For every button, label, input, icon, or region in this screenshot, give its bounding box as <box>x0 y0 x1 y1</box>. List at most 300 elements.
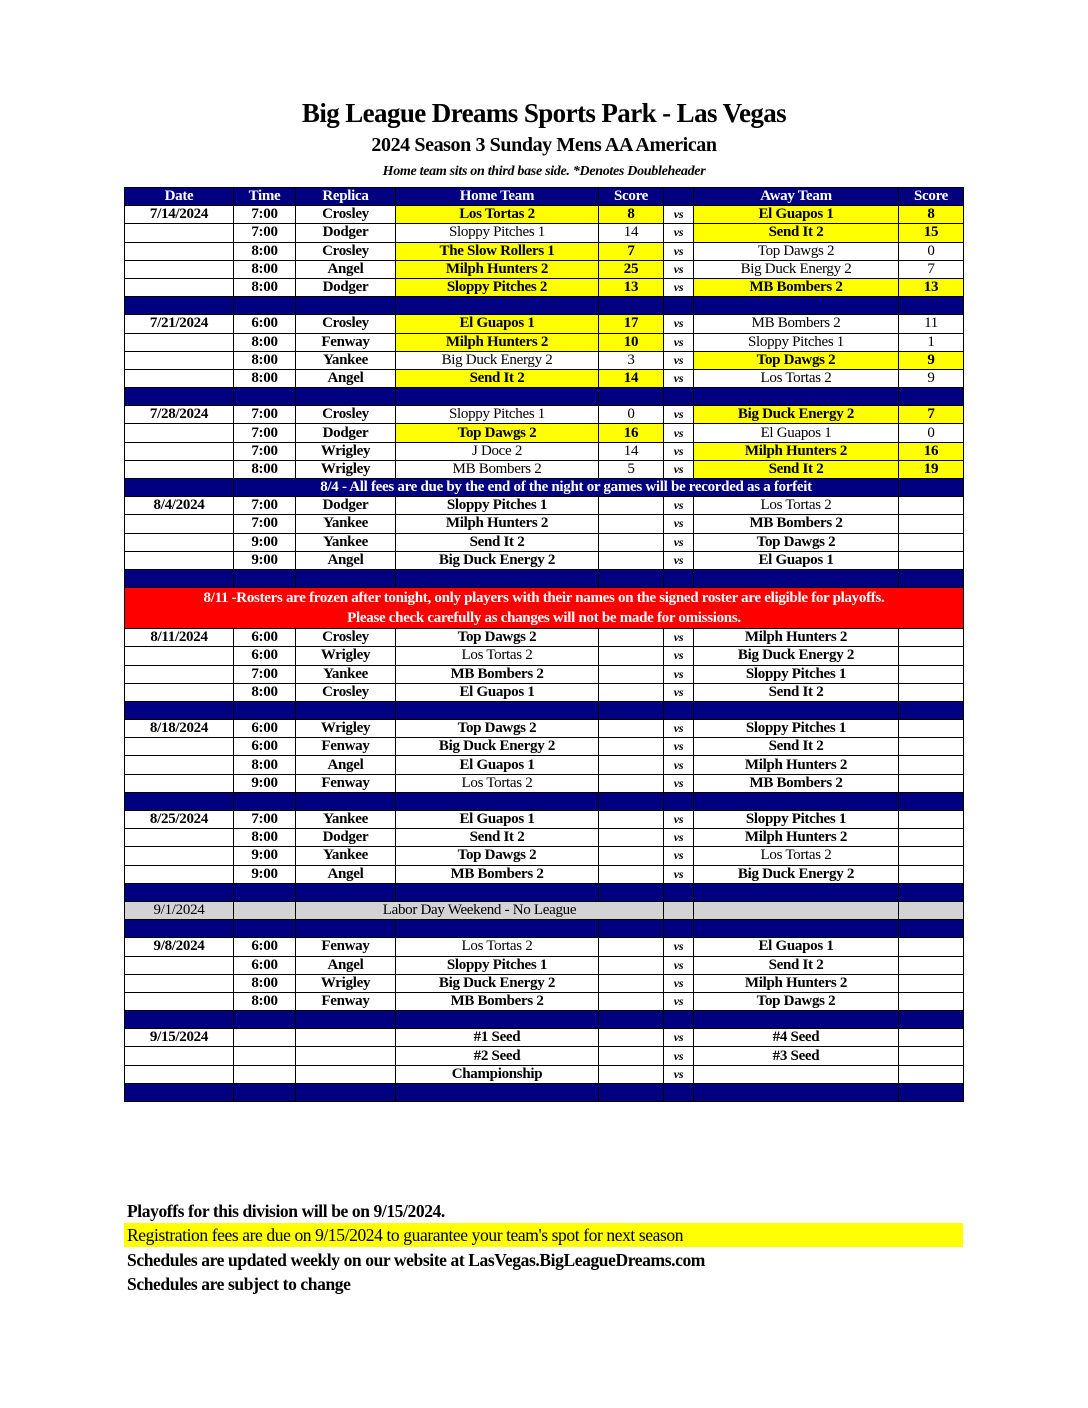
vs-label: vs <box>664 315 694 333</box>
away-score <box>899 1065 964 1083</box>
away-team: Milph Hunters 2 <box>694 829 899 847</box>
spacer-cell <box>234 388 296 406</box>
spacer-cell <box>125 1083 234 1101</box>
holiday-row <box>125 901 964 919</box>
away-score <box>899 738 964 756</box>
home-team: Los Tortas 2 <box>396 774 599 792</box>
away-team: MB Bombers 2 <box>694 315 899 333</box>
game-date <box>125 460 234 478</box>
home-team: Los Tortas 2 <box>396 938 599 956</box>
game-time: 9:00 <box>234 847 296 865</box>
header-home-score: Score <box>599 188 664 206</box>
away-score <box>899 774 964 792</box>
game-date <box>125 647 234 665</box>
game-date <box>125 774 234 792</box>
game-date <box>125 242 234 260</box>
game-field: Wrigley <box>296 974 396 992</box>
game-row <box>125 260 964 278</box>
away-score: 11 <box>899 315 964 333</box>
spacer-cell <box>125 388 234 406</box>
spacer-cell <box>694 1011 899 1029</box>
game-time: 8:00 <box>234 369 296 387</box>
game-field: Yankee <box>296 811 396 829</box>
game-time: 7:00 <box>234 206 296 224</box>
vs-label: vs <box>664 424 694 442</box>
header-date: Date <box>125 188 234 206</box>
away-team: Milph Hunters 2 <box>694 442 899 460</box>
game-date: 7/14/2024 <box>125 206 234 224</box>
spacer-cell <box>599 388 664 406</box>
home-team: Sloppy Pitches 1 <box>396 956 599 974</box>
away-score <box>899 551 964 569</box>
spacer-cell <box>234 297 296 315</box>
home-team: Milph Hunters 2 <box>396 515 599 533</box>
game-row <box>125 720 964 738</box>
vs-label: vs <box>664 278 694 296</box>
home-team: El Guapos 1 <box>396 683 599 701</box>
game-field: Fenway <box>296 738 396 756</box>
game-field: Wrigley <box>296 460 396 478</box>
fees-notice-row <box>125 479 964 497</box>
away-team: Milph Hunters 2 <box>694 974 899 992</box>
header-vs <box>664 188 694 206</box>
game-time: 8:00 <box>234 460 296 478</box>
notice-text: 8/4 - All fees are due by the end of the night or games will be recorded as a forfeit <box>234 479 899 497</box>
game-row <box>125 278 964 296</box>
game-date <box>125 865 234 883</box>
header-away-score: Score <box>899 188 964 206</box>
vs-label: vs <box>664 847 694 865</box>
away-score: 7 <box>899 406 964 424</box>
page-title: Big League Dreams Sports Park - Las Vegas <box>301 98 787 128</box>
home-team: The Slow Rollers 1 <box>396 242 599 260</box>
spacer-cell <box>125 569 234 587</box>
game-date <box>125 224 234 242</box>
game-row <box>125 938 964 956</box>
game-field: Crosley <box>296 406 396 424</box>
away-score: 0 <box>899 242 964 260</box>
away-score: 9 <box>899 351 964 369</box>
game-date <box>125 551 234 569</box>
game-date: 9/1/2024 <box>125 901 234 919</box>
vs-label: vs <box>664 369 694 387</box>
home-team: Send It 2 <box>396 369 599 387</box>
game-row <box>125 315 964 333</box>
spacer-cell <box>396 1083 599 1101</box>
away-score <box>899 865 964 883</box>
spacer-cell <box>296 701 396 719</box>
game-time: 7:00 <box>234 515 296 533</box>
game-date: 7/28/2024 <box>125 406 234 424</box>
spacer-cell <box>599 920 664 938</box>
vs-label: vs <box>664 665 694 683</box>
away-score <box>899 515 964 533</box>
spacer-cell <box>664 701 694 719</box>
vs-label: vs <box>664 992 694 1010</box>
away-score: 19 <box>899 460 964 478</box>
game-time: 9:00 <box>234 551 296 569</box>
game-row <box>125 738 964 756</box>
away-score <box>899 720 964 738</box>
spacer-cell <box>899 920 964 938</box>
home-score: 7 <box>599 242 664 260</box>
away-score <box>899 647 964 665</box>
header-time: Time <box>234 188 296 206</box>
home-score <box>599 1029 664 1047</box>
spacer-row <box>125 701 964 719</box>
spacer-cell <box>296 569 396 587</box>
spacer-cell <box>396 388 599 406</box>
spacer-cell <box>899 701 964 719</box>
game-field: Dodger <box>296 278 396 296</box>
game-date: 8/4/2024 <box>125 497 234 515</box>
game-date: 7/21/2024 <box>125 315 234 333</box>
spacer-cell <box>125 1011 234 1029</box>
game-time: 8:00 <box>234 829 296 847</box>
home-score <box>599 720 664 738</box>
spacer-row <box>125 792 964 810</box>
home-score <box>599 847 664 865</box>
alert-line-1: 8/11 -Rosters are frozen after tonight, only players with their names on the signed roster are eligible for playoffs. <box>203 590 885 607</box>
away-team: Los Tortas 2 <box>694 497 899 515</box>
game-row <box>125 460 964 478</box>
home-team: Big Duck Energy 2 <box>396 974 599 992</box>
home-team: Top Dawgs 2 <box>396 720 599 738</box>
game-date: 9/15/2024 <box>125 1029 234 1047</box>
spacer-cell <box>664 920 694 938</box>
game-field: Wrigley <box>296 647 396 665</box>
game-date <box>125 829 234 847</box>
game-row <box>125 774 964 792</box>
home-score: 14 <box>599 442 664 460</box>
spacer-cell <box>664 388 694 406</box>
game-date <box>125 683 234 701</box>
spacer-cell <box>599 569 664 587</box>
away-score: 9 <box>899 369 964 387</box>
game-row <box>125 533 964 551</box>
spacer-cell <box>694 569 899 587</box>
game-time: 7:00 <box>234 424 296 442</box>
home-score <box>599 533 664 551</box>
game-time: 7:00 <box>234 665 296 683</box>
game-row <box>125 224 964 242</box>
home-team: El Guapos 1 <box>396 315 599 333</box>
vs-label: vs <box>664 865 694 883</box>
spacer-cell <box>899 1011 964 1029</box>
blank-cell <box>694 901 899 919</box>
spacer-cell <box>664 883 694 901</box>
away-score <box>899 533 964 551</box>
game-date <box>125 756 234 774</box>
away-score <box>899 497 964 515</box>
game-field: Angel <box>296 756 396 774</box>
home-team: Sloppy Pitches 1 <box>396 406 599 424</box>
home-team: Send It 2 <box>396 829 599 847</box>
game-row <box>125 756 964 774</box>
away-team: Big Duck Energy 2 <box>694 647 899 665</box>
game-date <box>125 278 234 296</box>
blank-cell <box>664 901 694 919</box>
game-date <box>125 533 234 551</box>
game-field: Dodger <box>296 424 396 442</box>
game-time: 9:00 <box>234 865 296 883</box>
home-team: El Guapos 1 <box>396 811 599 829</box>
game-time: 6:00 <box>234 647 296 665</box>
game-time: 6:00 <box>234 315 296 333</box>
home-score <box>599 974 664 992</box>
vs-label: vs <box>664 497 694 515</box>
away-team: Send It 2 <box>694 683 899 701</box>
away-team: MB Bombers 2 <box>694 278 899 296</box>
away-team: Top Dawgs 2 <box>694 992 899 1010</box>
spacer-cell <box>599 297 664 315</box>
game-date <box>125 1047 234 1065</box>
home-score: 16 <box>599 424 664 442</box>
spacer-cell <box>899 297 964 315</box>
home-team: #1 Seed <box>396 1029 599 1047</box>
spacer-cell <box>664 1011 694 1029</box>
game-field: Angel <box>296 865 396 883</box>
game-field: Wrigley <box>296 442 396 460</box>
vs-label: vs <box>664 242 694 260</box>
alert-line-2: Please check carefully as changes will not be made for omissions. <box>347 610 741 627</box>
game-row <box>125 1047 964 1065</box>
game-time: 8:00 <box>234 974 296 992</box>
away-score: 15 <box>899 224 964 242</box>
vs-label: vs <box>664 629 694 647</box>
spacer-row <box>125 1011 964 1029</box>
game-field: Crosley <box>296 315 396 333</box>
home-score <box>599 683 664 701</box>
game-date <box>125 847 234 865</box>
vs-label: vs <box>664 224 694 242</box>
game-date: 8/25/2024 <box>125 811 234 829</box>
vs-label: vs <box>664 956 694 974</box>
registration-note: Registration fees are due on 9/15/2024 to guarantee your team's spot for next season <box>124 1223 963 1247</box>
game-date <box>125 369 234 387</box>
home-team: MB Bombers 2 <box>396 865 599 883</box>
away-team: Top Dawgs 2 <box>694 351 899 369</box>
spacer-cell <box>234 920 296 938</box>
game-date <box>125 442 234 460</box>
away-score <box>899 956 964 974</box>
game-field: Angel <box>296 551 396 569</box>
game-date: 8/18/2024 <box>125 720 234 738</box>
away-team: Top Dawgs 2 <box>694 242 899 260</box>
table-header-row <box>125 188 964 206</box>
notice-blank <box>125 479 234 497</box>
playoffs-note: Playoffs for this division will be on 9/15/2024. <box>127 1201 445 1221</box>
game-field: Angel <box>296 369 396 387</box>
away-score <box>899 938 964 956</box>
away-score <box>899 811 964 829</box>
game-row <box>125 865 964 883</box>
game-time: 6:00 <box>234 956 296 974</box>
spacer-cell <box>694 297 899 315</box>
game-field: Crosley <box>296 629 396 647</box>
vs-label: vs <box>664 811 694 829</box>
away-score: 8 <box>899 206 964 224</box>
vs-label: vs <box>664 974 694 992</box>
home-score <box>599 738 664 756</box>
game-time: 7:00 <box>234 442 296 460</box>
game-date <box>125 333 234 351</box>
vs-label: vs <box>664 938 694 956</box>
home-score <box>599 665 664 683</box>
home-team: Big Duck Energy 2 <box>396 351 599 369</box>
spacer-row <box>125 1083 964 1101</box>
game-field: Yankee <box>296 533 396 551</box>
holiday-text: Labor Day Weekend - No League <box>296 901 664 919</box>
website-note: Schedules are updated weekly on our website at LasVegas.BigLeagueDreams.com <box>127 1250 705 1270</box>
away-score: 16 <box>899 442 964 460</box>
home-score: 8 <box>599 206 664 224</box>
game-field: Dodger <box>296 224 396 242</box>
spacer-cell <box>396 297 599 315</box>
spacer-cell <box>694 701 899 719</box>
game-field: Yankee <box>296 515 396 533</box>
home-score <box>599 992 664 1010</box>
away-team: Big Duck Energy 2 <box>694 406 899 424</box>
game-time: 7:00 <box>234 406 296 424</box>
game-time <box>234 1065 296 1083</box>
game-time: 7:00 <box>234 497 296 515</box>
game-field <box>296 1029 396 1047</box>
spacer-cell <box>125 920 234 938</box>
away-team: Milph Hunters 2 <box>694 629 899 647</box>
home-score <box>599 1047 664 1065</box>
home-team: Los Tortas 2 <box>396 647 599 665</box>
game-row <box>125 683 964 701</box>
spacer-cell <box>694 792 899 810</box>
away-score: 13 <box>899 278 964 296</box>
spacer-cell <box>899 883 964 901</box>
spacer-cell <box>125 297 234 315</box>
away-score <box>899 992 964 1010</box>
away-team: Send It 2 <box>694 460 899 478</box>
blank-cell <box>234 901 296 919</box>
game-time: 6:00 <box>234 629 296 647</box>
game-row <box>125 1029 964 1047</box>
spacer-cell <box>296 1011 396 1029</box>
home-score <box>599 647 664 665</box>
vs-label: vs <box>664 551 694 569</box>
away-team: MB Bombers 2 <box>694 515 899 533</box>
game-time: 9:00 <box>234 774 296 792</box>
vs-label: vs <box>664 515 694 533</box>
home-team: Top Dawgs 2 <box>396 847 599 865</box>
spacer-cell <box>899 792 964 810</box>
vs-label: vs <box>664 829 694 847</box>
vs-label: vs <box>664 683 694 701</box>
game-time: 7:00 <box>234 811 296 829</box>
spacer-cell <box>899 569 964 587</box>
game-row <box>125 665 964 683</box>
home-score: 25 <box>599 260 664 278</box>
game-row <box>125 647 964 665</box>
away-team: Los Tortas 2 <box>694 369 899 387</box>
vs-label: vs <box>664 756 694 774</box>
vs-label: vs <box>664 774 694 792</box>
away-score <box>899 629 964 647</box>
game-row <box>125 629 964 647</box>
spacer-row <box>125 920 964 938</box>
game-row <box>125 1065 964 1083</box>
game-row <box>125 974 964 992</box>
game-row <box>125 406 964 424</box>
vs-label: vs <box>664 460 694 478</box>
away-team: #3 Seed <box>694 1047 899 1065</box>
away-team <box>694 1065 899 1083</box>
spacer-cell <box>296 792 396 810</box>
spacer-cell <box>599 792 664 810</box>
away-score: 1 <box>899 333 964 351</box>
home-score <box>599 629 664 647</box>
away-team: Send It 2 <box>694 738 899 756</box>
game-field: Crosley <box>296 206 396 224</box>
spacer-cell <box>234 701 296 719</box>
home-team: Big Duck Energy 2 <box>396 738 599 756</box>
away-score <box>899 847 964 865</box>
game-time: 8:00 <box>234 333 296 351</box>
home-score <box>599 515 664 533</box>
spacer-cell <box>234 883 296 901</box>
spacer-row <box>125 297 964 315</box>
game-field: Crosley <box>296 242 396 260</box>
game-time: 6:00 <box>234 720 296 738</box>
game-date <box>125 956 234 974</box>
spacer-cell <box>296 883 396 901</box>
spacer-row <box>125 388 964 406</box>
game-time: 6:00 <box>234 738 296 756</box>
game-date <box>125 665 234 683</box>
home-score <box>599 497 664 515</box>
home-score <box>599 829 664 847</box>
away-team: Top Dawgs 2 <box>694 533 899 551</box>
home-team: Milph Hunters 2 <box>396 260 599 278</box>
spacer-cell <box>599 1011 664 1029</box>
home-team: MB Bombers 2 <box>396 992 599 1010</box>
spacer-cell <box>396 792 599 810</box>
home-score <box>599 551 664 569</box>
game-date <box>125 1065 234 1083</box>
away-score <box>899 683 964 701</box>
home-score <box>599 1065 664 1083</box>
game-time: 8:00 <box>234 992 296 1010</box>
away-team: Big Duck Energy 2 <box>694 260 899 278</box>
game-row <box>125 829 964 847</box>
game-row <box>125 351 964 369</box>
game-row <box>125 333 964 351</box>
game-row <box>125 847 964 865</box>
home-team: Send It 2 <box>396 533 599 551</box>
spacer-cell <box>694 388 899 406</box>
spacer-cell <box>396 569 599 587</box>
spacer-cell <box>296 388 396 406</box>
header-replica: Replica <box>296 188 396 206</box>
home-score <box>599 811 664 829</box>
alert-text <box>125 588 964 629</box>
vs-label: vs <box>664 351 694 369</box>
away-score <box>899 1029 964 1047</box>
game-time: 7:00 <box>234 224 296 242</box>
game-row <box>125 369 964 387</box>
home-score: 5 <box>599 460 664 478</box>
away-score: 0 <box>899 424 964 442</box>
home-score: 13 <box>599 278 664 296</box>
away-team: #4 Seed <box>694 1029 899 1047</box>
away-score <box>899 829 964 847</box>
